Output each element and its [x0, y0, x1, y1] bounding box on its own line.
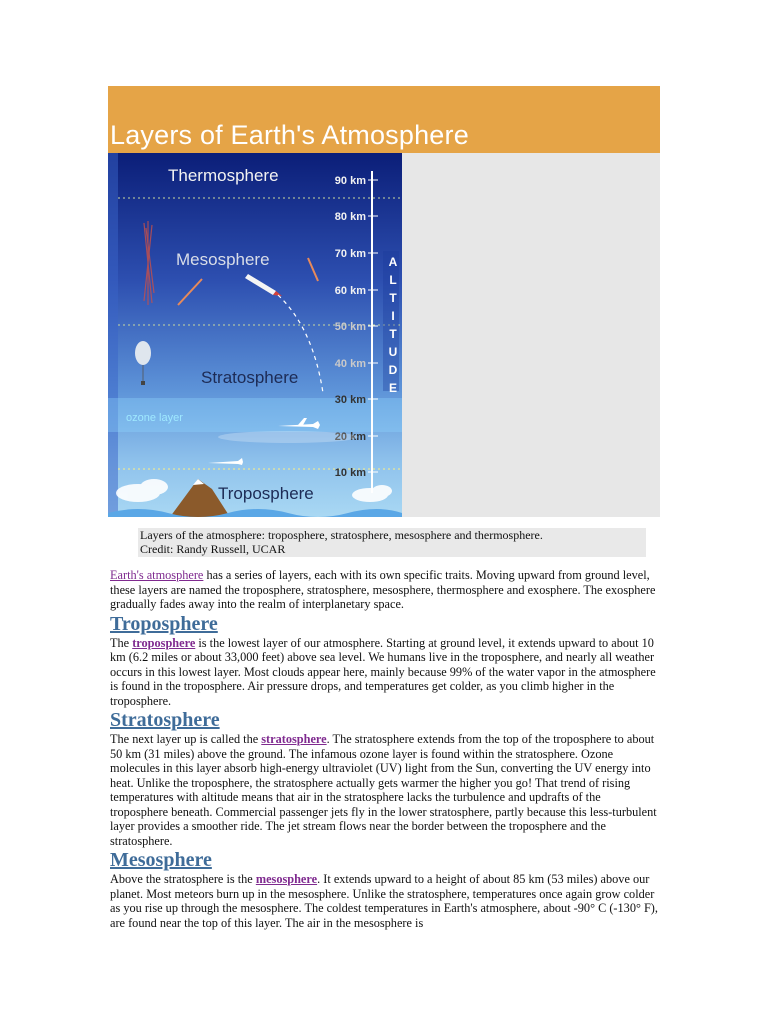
earths-atmosphere-link[interactable]: Earth's atmosphere — [110, 568, 204, 582]
mesosphere-link[interactable]: mesosphere — [255, 872, 318, 886]
altitude-letter: U — [388, 345, 398, 359]
paragraph-lead: Above the stratosphere is the — [110, 872, 256, 886]
sky-background — [108, 153, 402, 517]
altitude-letter: T — [389, 291, 397, 305]
label-stratosphere: Stratosphere — [201, 368, 299, 387]
stratosphere-paragraph — [110, 732, 658, 848]
tick-90: 90 km — [334, 175, 366, 187]
tick-40: 40 km — [334, 358, 366, 370]
paragraph-text: . The stratosphere extends from the top of the troposphere to about 50 km (31 miles) above the ground. The infamous ozone layer is found within the stratosphere. Ozone molecules in this layer absorb high-energy ultraviolet (UV) light from the Sun, converting the UV energy into heat. Unlike the troposphere, the stratosphere actually gets warmer the higher you go! That trend of rising temperatures with altitude means that air in the stratosphere lacks the turbulence and updrafts of the troposphere beneath. Commercial passenger jets fly in the lower stratosphere, partly because this less-turbulent layer provides a smoother ride. The jet stream flows near the border between the troposphere and the stratosphere. — [110, 732, 657, 848]
altitude-letter: L — [389, 273, 397, 287]
atmosphere-diagram — [108, 153, 402, 517]
tick-70: 70 km — [334, 248, 366, 260]
label-thermosphere: Thermosphere — [168, 166, 279, 185]
heading-troposphere: Troposphere — [110, 612, 218, 635]
paragraph-text: is the lowest layer of our atmosphere. Starting at ground level, it extends upward to about 10 km (6.2 miles or about 33,000 feet) above sea level. We humans live in the troposphere, and nearly all weather occurs in this lowest layer. Most clouds appear here, mainly because 99% of the water vapor in the atmosphere is found in the troposphere. Air pressure drops, and temperatures get colder, as you climb higher in the troposphere. — [110, 635, 656, 708]
stratosphere-link[interactable]: stratosphere — [261, 732, 327, 746]
heading-mesosphere: Mesosphere — [110, 849, 212, 871]
label-ozone-layer: ozone layer — [126, 412, 183, 424]
atmosphere-svg — [108, 153, 402, 517]
intro-text: has a series of layers, each with its own specific traits. Moving upward from ground level, these layers are named the troposphere, stratosphere, mesosphere, thermosphere and exosphere. The exosphere gradually fades away into the realm of interplanetary space. — [110, 568, 656, 611]
page-title: Layers of Earth's Atmosphere — [110, 120, 469, 150]
tick-50: 50 km — [334, 321, 366, 333]
paragraph-lead: The next layer up is called the — [110, 732, 262, 746]
altitude-letter: D — [388, 363, 398, 377]
figure-caption — [138, 528, 646, 557]
altitude-letter: T — [389, 327, 397, 341]
intro-paragraph — [110, 568, 658, 612]
caption-credit: Credit: Randy Russell, UCAR — [140, 542, 286, 556]
tick-30: 30 km — [334, 394, 366, 406]
article-body — [110, 568, 658, 930]
altitude-letter: A — [388, 255, 398, 269]
heading-stratosphere: Stratosphere — [110, 709, 220, 731]
label-mesosphere: Mesosphere — [176, 250, 270, 269]
tick-20: 20 km — [334, 431, 366, 443]
altitude-letter: E — [388, 381, 398, 395]
paragraph-text: . It extends upward to a height of about 85 km (53 miles) above our planet. Most meteors burn up in the mesosphere. Unlike the stratosphere, temperatures once again grow colder as you rise up through the mesosphere. The coldest temperatures in Earth's atmosphere, about -90° C (-130° F), are found near the top of this layer. The air in the mesosphere is — [110, 872, 658, 930]
figure-sidebar — [402, 153, 660, 517]
tick-10: 10 km — [334, 467, 366, 479]
mesosphere-paragraph — [110, 872, 658, 930]
troposphere-paragraph — [110, 636, 658, 709]
title-banner — [108, 86, 660, 153]
label-troposphere: Troposphere — [218, 484, 314, 503]
caption-line: Layers of the atmosphere: troposphere, stratosphere, mesosphere and thermosphere. — [140, 528, 543, 542]
paragraph-lead: The — [110, 635, 133, 650]
haze — [218, 431, 358, 443]
tick-60: 60 km — [334, 285, 366, 297]
tick-80: 80 km — [334, 211, 366, 223]
altitude-letter: I — [391, 309, 395, 323]
left-edge — [108, 153, 118, 517]
troposphere-link[interactable]: troposphere — [132, 635, 196, 650]
